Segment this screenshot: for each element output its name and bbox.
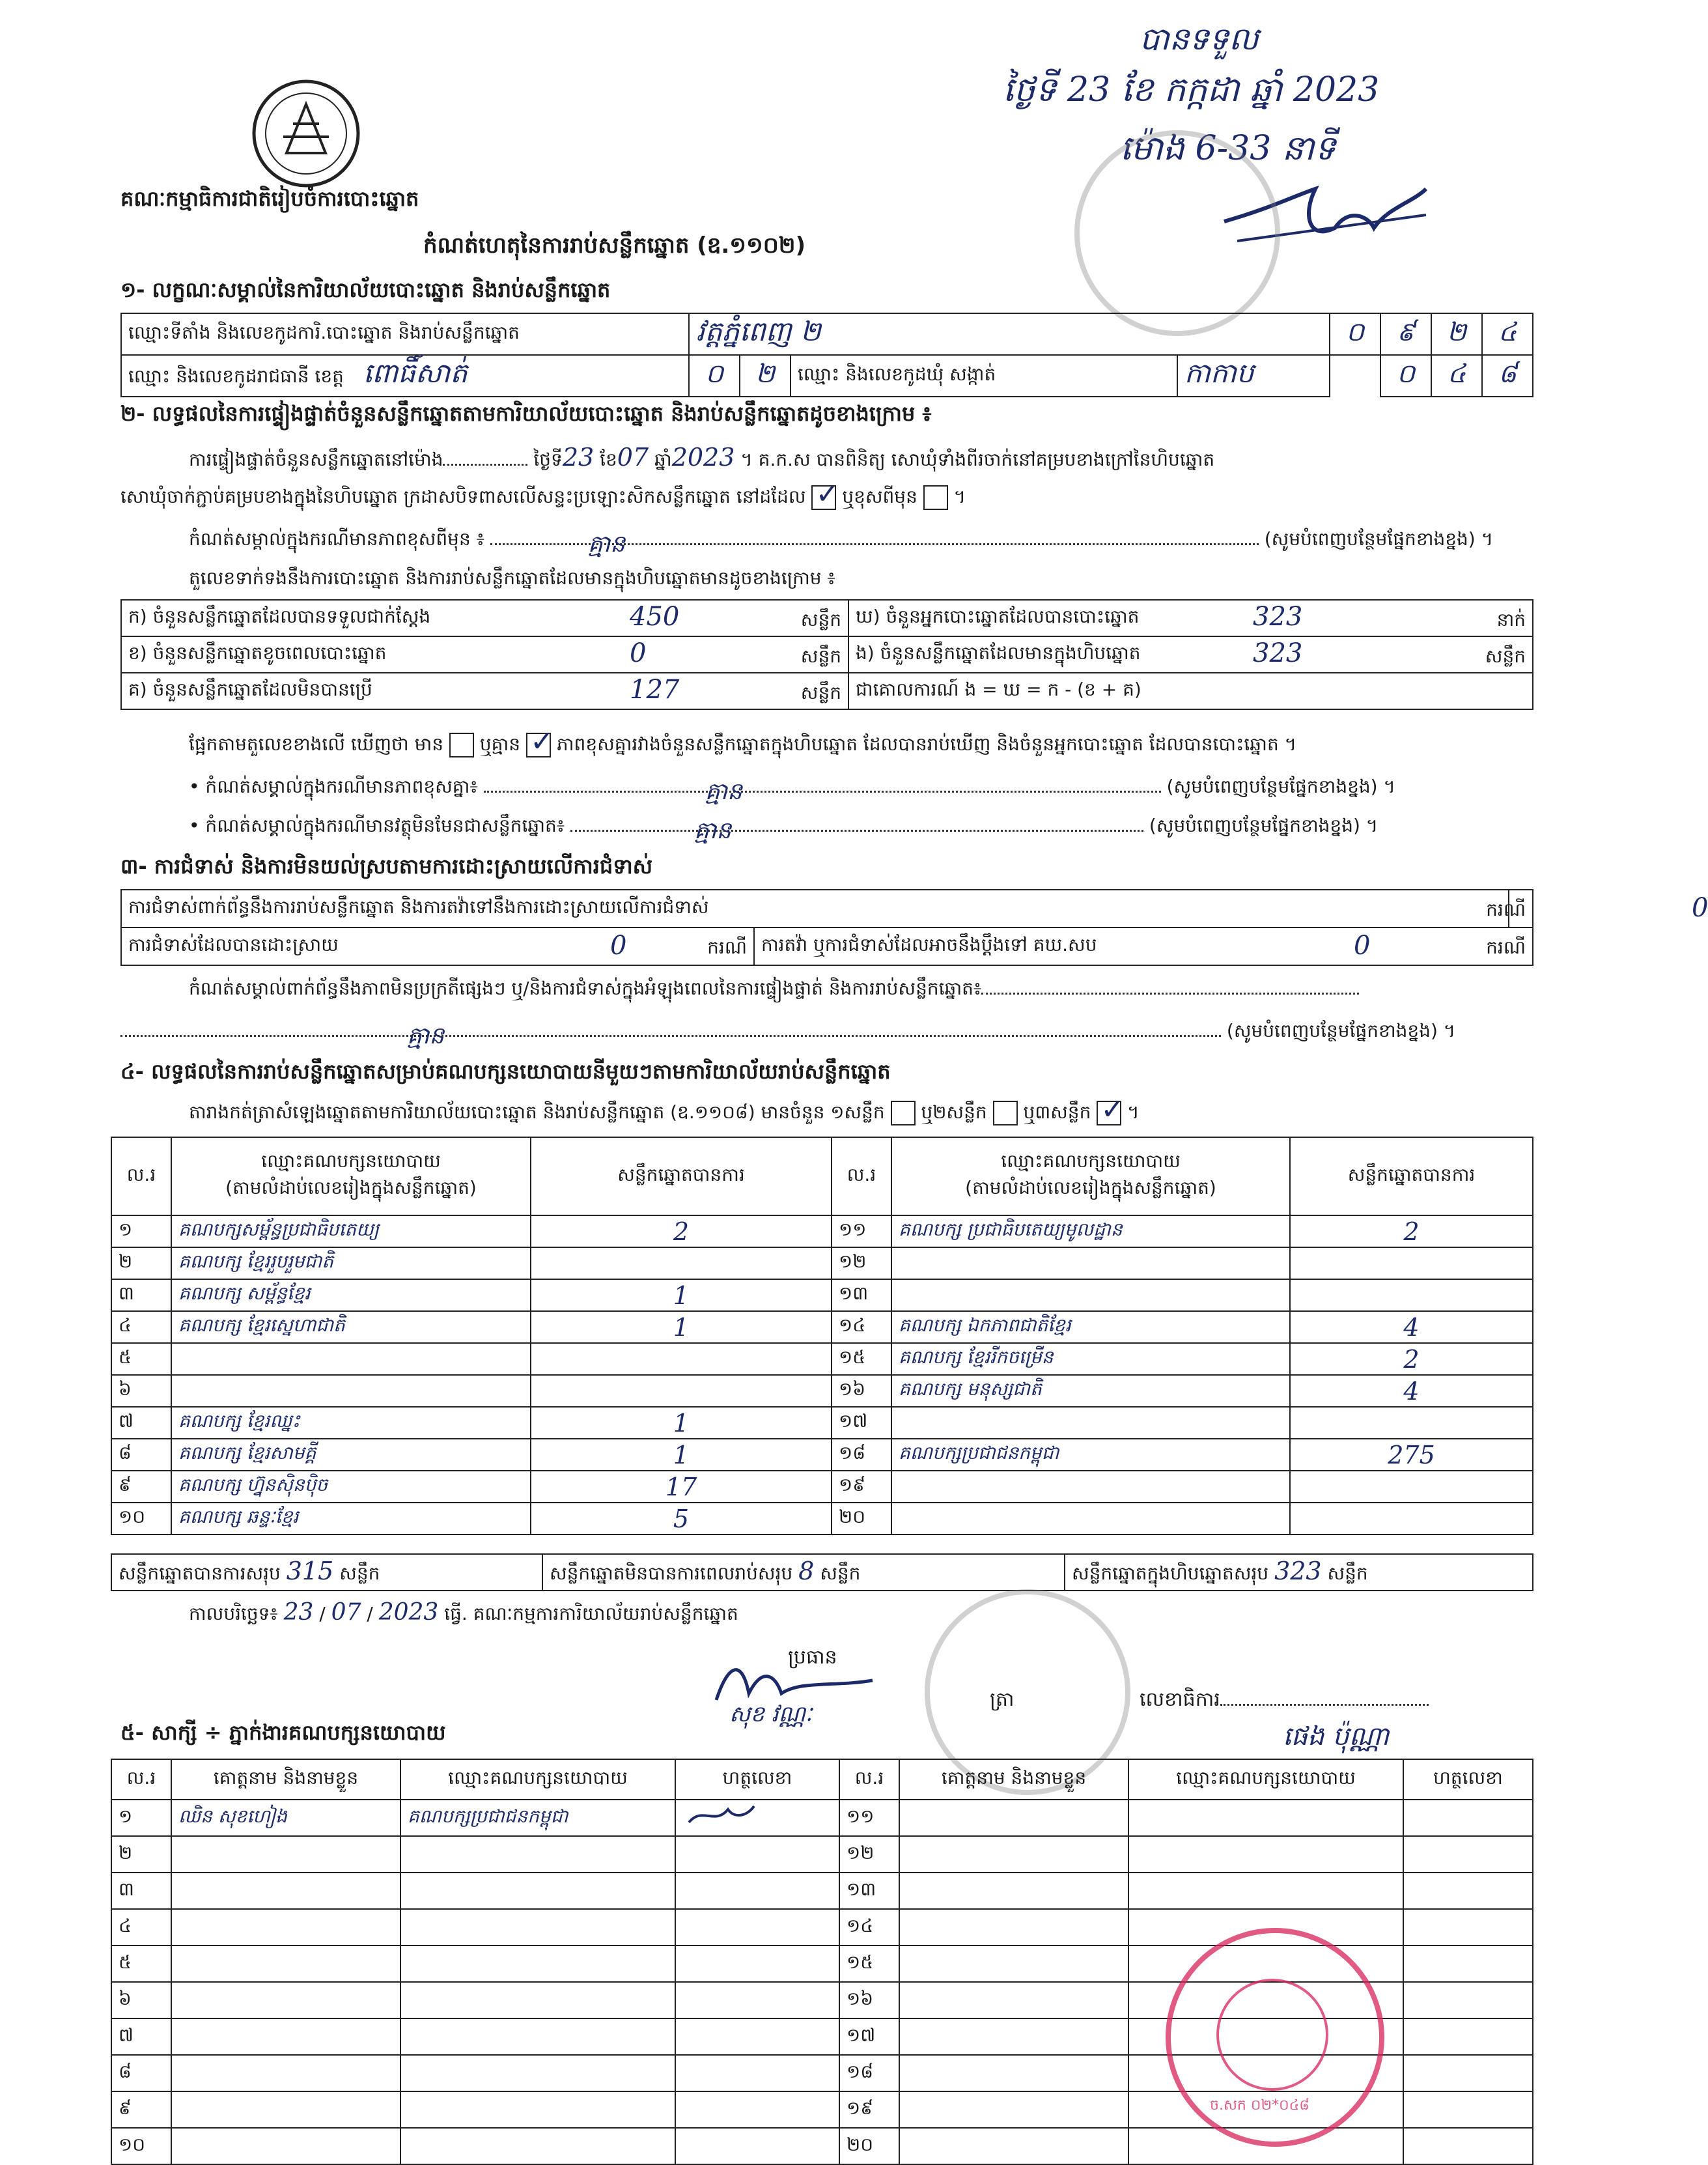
one-sheet-checkbox[interactable] (891, 1101, 916, 1125)
document-title: កំណត់ហេតុនៃការរាប់សន្លឹកឆ្នោត (ឧ.១១០២) (423, 233, 806, 259)
verify-line-2: សោឃុំចាក់ភ្ជាប់គម្របខាងក្នុងនៃហិបឆ្នោត ក្រដាសបិទពាសលើសន្ទះប្រឡោះសិកសន្លឹកឆ្នោត នៅដដែល ✓ ឬខុសពីមុន ។ (120, 477, 966, 511)
verify-time-label: ការផ្ទៀងផ្ទាត់ចំនួនសន្លឹកឆ្នោតនៅម៉ោង (189, 449, 443, 470)
difference-none-checkbox[interactable]: ✓ (526, 733, 551, 757)
party-votes (1290, 1471, 1533, 1503)
party-votes (1290, 1407, 1533, 1439)
party-name: គណបក្ស ខ្មែរសាមគ្គី (171, 1439, 531, 1471)
total-invalid-value: 8 (798, 1556, 815, 1585)
col-votes-right: សន្លឹកឆ្នោតបានការ (1290, 1137, 1533, 1215)
party-name: គណបក្សប្រជាជនកម្ពុជា (891, 1439, 1290, 1471)
ka-unit: សន្លឹក (800, 609, 841, 630)
resolved-label: ការជំទាស់ដែលបានដោះស្រាយ (128, 933, 339, 955)
party-name: គណបក្ស សម្ព័ន្ធខ្មែរ (171, 1279, 531, 1311)
table-row (111, 1836, 1533, 1873)
party-votes: 5 (531, 1503, 832, 1535)
party-votes: 4 (1290, 1311, 1533, 1343)
total-box-label: សន្លឹកឆ្នោតក្នុងហិបឆ្នោតសរុប (1072, 1562, 1269, 1584)
three-sheet-checkbox[interactable]: ✓ (1097, 1101, 1121, 1125)
party-name (891, 1471, 1290, 1503)
party-votes (531, 1375, 832, 1407)
commune-value: កាកាប (1177, 355, 1330, 397)
received-date: ថ្ងៃទី 23 ខែ កក្កដា ឆ្នាំ 2023 (1003, 70, 1380, 109)
row-no: ២ (111, 1247, 171, 1279)
received-title: បានទទួល (1140, 21, 1259, 57)
figures-table (120, 599, 1533, 710)
party-name (891, 1247, 1290, 1279)
party-name (171, 1375, 531, 1407)
objection-value: 0 (1692, 893, 1708, 923)
row-no: ៩ (111, 2091, 171, 2128)
party-name (891, 1279, 1290, 1311)
witness-col-sign-left: ហត្ថលេខា (675, 1759, 839, 1800)
location-code-1: ០ (1330, 313, 1380, 355)
row-no: ៦ (111, 1375, 171, 1407)
kha-unit: សន្លឹក (800, 645, 841, 667)
ngo-unit: សន្លឹក (1485, 645, 1526, 667)
col-party-left-2: (តាមលំដាប់លេខរៀងក្នុងសន្លឹកឆ្នោត) (225, 1177, 477, 1198)
difference-has-label: ផ្អែកតាមតួលេខខាងលើ ឃើញថា មាន (189, 733, 444, 755)
ka-value: 450 (630, 602, 680, 632)
col-no-left: ល.រ (111, 1137, 171, 1215)
same-checkbox[interactable]: ✓ (811, 485, 836, 510)
party-votes: 1 (531, 1311, 832, 1343)
committee-label: ធ្វើ. គណៈកម្មការការិយាល័យរាប់សន្លឹកឆ្នោត (444, 1603, 738, 1624)
fill-note-1: (សូមបំពេញបន្ថែមផ្នែកខាងខ្នង) ។ (1264, 528, 1494, 550)
row-no: ១៦ (839, 1982, 899, 2018)
section4-title: ៤- លទ្ធផលនៃការរាប់សន្លឹកឆ្នោតសម្រាប់គណបក្សនយោបាយនីមួយៗតាមការិយាល័យរាប់សន្លឹកឆ្នោត (120, 1059, 891, 1084)
party-results-table (111, 1137, 1533, 1535)
row-no: ១៨ (832, 1439, 891, 1471)
witness-party: គណបក្សប្រជាជនកម្ពុជា (400, 1800, 675, 1836)
objections-table (120, 889, 1708, 966)
party-name: គណបក្ស ខ្មែរស្នេហាជាតិ (171, 1311, 531, 1343)
verify-line-1 (189, 443, 1214, 475)
fill-note-2: (សូមបំពេញបន្ថែមផ្នែកខាងខ្នង) ។ (1166, 776, 1395, 797)
total-box-value: 323 (1274, 1556, 1322, 1585)
total-valid-label: សន្លឹកឆ្នោតបានការសរុប (119, 1562, 281, 1584)
col-no-right: ល.រ (832, 1137, 891, 1215)
row-no: ១១ (839, 1800, 899, 1836)
date-year: 2023 (378, 1599, 439, 1626)
row-no: ៤ (111, 1909, 171, 1946)
total-invalid-unit: សន្លឹក (820, 1562, 861, 1584)
section5-title: ៥- សាក្សី ÷ ភ្នាក់ងារគណបក្សនយោបាយ (120, 1720, 446, 1745)
date-label: កាលបរិច្ឆេទ៖ (189, 1603, 278, 1624)
witness-col-name-right: គោត្តនាម និងនាមខ្លួន (899, 1759, 1128, 1800)
red-stamp (1166, 1928, 1384, 2147)
row-no: ៥ (111, 1946, 171, 1982)
changed-label: ឬខុសពីមុន (842, 486, 917, 507)
two-sheet-checkbox[interactable] (993, 1101, 1018, 1125)
row-no: ៩ (111, 1471, 171, 1503)
three-sheet-label: ឬ៣សន្លឹក (1023, 1101, 1091, 1123)
party-votes: 1 (531, 1407, 832, 1439)
verify-day-label: ថ្ងៃទី (533, 449, 563, 470)
note-b-value: គ្មាន (693, 817, 732, 844)
witness-col-name-left: គោត្តនាម និងនាមខ្លួន (171, 1759, 400, 1800)
party-votes: 275 (1290, 1439, 1533, 1471)
table-row (111, 1503, 1533, 1535)
changed-checkbox[interactable] (923, 485, 948, 510)
note-b-label: • កំណត់សម្គាល់ក្នុងករណីមានវត្ថុមិនមែនជាសន្លឹកឆ្នោត៖ (189, 815, 565, 836)
kha-value: 0 (630, 638, 647, 668)
province-label: ឈ្មោះ និងលេខកូដរាជធានី ខេត្ត (128, 365, 344, 387)
total-valid-unit: សន្លឹក (339, 1562, 380, 1584)
witness-signature (675, 1800, 839, 1836)
two-sheet-label: ឬ២សន្លឹក (921, 1101, 987, 1123)
row-no: ១៥ (839, 1946, 899, 1982)
irregularity-value: គ្មាន (407, 1023, 445, 1049)
location-code-3: ២ (1431, 313, 1482, 355)
row-no: ១២ (832, 1247, 891, 1279)
formula: ជាគោលការណ៍ ង = ឃ = ក - (ខ + គ) (848, 673, 1533, 709)
party-name: គណបក្ស ខ្មែររីកចម្រើន (891, 1343, 1290, 1375)
chair-label: ប្រធាន (788, 1646, 837, 1669)
party-votes: 4 (1290, 1375, 1533, 1407)
irregularity-line-2 (120, 1019, 1456, 1049)
commune-code-1: ០ (1380, 355, 1431, 397)
row-no: ១៦ (832, 1375, 891, 1407)
total-valid-value: 315 (286, 1556, 334, 1585)
kho-label: ឃ) ចំនួនអ្នកបោះឆ្នោតដែលបានបោះឆ្នោត (856, 605, 1140, 627)
irregularity-label: កំណត់សម្គាល់ពាក់ព័ន្ធនឹងភាពមិនប្រក្រតីផ្សេងៗ ឬ/និងការជំទាស់ក្នុងអំឡុងពេលនៃការផ្ទៀងផ្ទាត់ និងការរាប់សន្លឹកឆ្នោត៖ (189, 978, 982, 999)
diff-note-label: កំណត់សម្គាល់ក្នុងករណីមានភាពខុសពីមុន ៖ (189, 528, 484, 550)
chair-name: សុខ វណ្ណៈ (729, 1701, 813, 1727)
date-line: កាលបរិច្ឆេទ៖ 23 / 07 / 2023 ធ្វើ. គណៈកម្មការការិយាល័យរាប់សន្លឹកឆ្នោត (189, 1599, 738, 1626)
row-no: ២០ (839, 2128, 899, 2164)
table-row (111, 1375, 1533, 1407)
row-no: ១ (111, 1800, 171, 1836)
location-value: វត្តភ្នំពេញ ២ (689, 313, 1330, 355)
verify-year: 2023 (671, 443, 735, 472)
resolved-value: 0 (610, 931, 627, 961)
party-votes: 1 (531, 1439, 832, 1471)
row-no: ១១ (832, 1215, 891, 1247)
row-no: ១ (111, 1215, 171, 1247)
row-no: ១៤ (832, 1311, 891, 1343)
resolved-unit: ករណី (707, 937, 747, 958)
province-value: ពោធិ៍សាត់ (363, 357, 468, 389)
kho-unit: នាក់ (1496, 609, 1526, 630)
seal-label: ត្រា (990, 1688, 1015, 1711)
col-party-right-2: (តាមលំដាប់លេខរៀងក្នុងសន្លឹកឆ្នោត) (965, 1177, 1216, 1198)
ko-value: 127 (630, 675, 680, 705)
row-no: ៨ (111, 1439, 171, 1471)
table-row (111, 1471, 1533, 1503)
party-votes: 2 (531, 1215, 832, 1247)
verify-year-label: ឆ្នាំ (654, 449, 672, 470)
section1-title: ១- លក្ខណៈសម្គាល់នៃការិយាល័យបោះឆ្នោត និងរាប់សន្លឹកឆ្នោត (120, 277, 611, 302)
row-no: ៧ (111, 2018, 171, 2055)
secretary-line (1140, 1687, 1429, 1716)
party-votes: 17 (531, 1471, 832, 1503)
witness-col-party-left: ឈ្មោះគណបក្សនយោបាយ (400, 1759, 675, 1800)
col-party-right-1: ឈ្មោះគណបក្សនយោបាយ (1001, 1150, 1181, 1172)
witness-col-no-left: ល.រ (111, 1759, 171, 1800)
ngo-value: 323 (1253, 638, 1303, 668)
witness-col-sign-right: ហត្ថលេខា (1403, 1759, 1533, 1800)
row-no: ២ (111, 1836, 171, 1873)
party-name: គណបក្ស ឯកភាពជាតិខ្មែរ (891, 1311, 1290, 1343)
chair-signature (703, 1654, 886, 1713)
verify-month-label: ខែ (600, 449, 617, 470)
irregularity-line (189, 977, 1359, 1004)
section3-title: ៣- ការជំទាស់ និងការមិនយល់ស្របតាមការដោះស្រាយលើការជំទាស់ (120, 854, 653, 879)
party-name: គណបក្ស មនុស្សជាតិ (891, 1375, 1290, 1407)
row-no: ១៤ (839, 1909, 899, 1946)
diff-note-value: គ្មាន (587, 531, 625, 558)
row-no: ២០ (832, 1503, 891, 1535)
received-time: ម៉ោង 6-33 នាទី (1120, 129, 1336, 168)
witness-col-party-right: ឈ្មោះគណបក្សនយោបាយ (1128, 1759, 1403, 1800)
total-invalid-label: សន្លឹកឆ្នោតមិនបានការពេលរាប់សរុប (550, 1562, 793, 1584)
diff-note-line (189, 528, 1537, 558)
figures-intro: តួលេខទាក់ទងនឹងការបោះឆ្នោត និងការរាប់សន្លឹកឆ្នោតដែលមានក្នុងហិបឆ្នោតមានដូចខាងក្រោម ៖ (189, 567, 835, 589)
row-no: ១៨ (839, 2055, 899, 2091)
table-row (111, 1215, 1533, 1247)
location-code-4: ៤ (1482, 313, 1533, 355)
difference-none-label: ឬគ្មាន (479, 733, 521, 755)
difference-line (189, 725, 1297, 759)
province-code-2: ២ (740, 355, 791, 397)
table-row (111, 1439, 1533, 1471)
ngo-label: ង) ចំនួនសន្លឹកឆ្នោតដែលមានក្នុងហិបឆ្នោត (856, 642, 1141, 664)
date-day: 23 (283, 1599, 314, 1626)
party-name (891, 1503, 1290, 1535)
row-no: ១០ (111, 2128, 171, 2164)
ka-label: ក) ចំនួនសន្លឹកឆ្នោតដែលបានទទួលជាក់ស្តែង (128, 605, 431, 627)
table-row (111, 1343, 1533, 1375)
table-row (111, 1247, 1533, 1279)
row-no: ៣ (111, 1873, 171, 1909)
party-name: គណបក្សសម្ព័ន្ធប្រជាធិបតេយ្យ (171, 1215, 531, 1247)
row-no: ១៥ (832, 1343, 891, 1375)
section1-table (120, 313, 1533, 397)
row-no: ៤ (111, 1311, 171, 1343)
commune-code-3: ៨ (1482, 355, 1533, 397)
difference-yes-checkbox[interactable] (449, 733, 474, 757)
verify-seal-text: សោឃុំចាក់ភ្ជាប់គម្របខាងក្នុងនៃហិបឆ្នោត ក្រដាសបិទពាសលើសន្ទះប្រឡោះសិកសន្លឹកឆ្នោត នៅដដែល (120, 486, 806, 507)
party-name (891, 1407, 1290, 1439)
secretary-name: ផេង ប៉ុណ្ណា (1283, 1721, 1390, 1751)
note-a-label: • កំណត់សម្គាល់ក្នុងករណីមានភាពខុសគ្នា៖ (189, 776, 478, 797)
org-name: គណៈកម្មាធិការជាតិរៀបចំការបោះឆ្នោត (120, 186, 419, 211)
party-name: គណបក្ស ខ្មែររួបរួមជាតិ (171, 1247, 531, 1279)
party-votes: 2 (1290, 1215, 1533, 1247)
section2-title: ២- លទ្ធផលនៃការផ្ទៀងផ្ទាត់ចំនួនសន្លឹកឆ្នោតតាមការិយាល័យបោះឆ្នោត និងរាប់សន្លឹកឆ្នោតដូចខាងក្រោម ៖ (120, 401, 932, 426)
note-a-line (189, 775, 1395, 805)
tally-sheets-line: តារាងកត់ត្រាសំឡេងឆ្នោតតាមការិយាល័យបោះឆ្នោត និងរាប់សន្លឹកឆ្នោត (ឧ.១១០៨) មានចំនួន ១សន្លឹក ឬ២សន្លឹក ឬ៣សន្លឹក ✓ ។ (189, 1093, 1140, 1126)
row-no: ១៣ (832, 1279, 891, 1311)
secretary-label: លេខាធិការ (1140, 1688, 1220, 1711)
party-name (171, 1343, 531, 1375)
party-votes (1290, 1279, 1533, 1311)
location-label: ឈ្មោះទីតាំង និងលេខកូដការិ.បោះឆ្នោត និងរាប់សន្លឹកឆ្នោត (121, 313, 689, 355)
table-row (111, 1407, 1533, 1439)
table-row (111, 1800, 1533, 1836)
col-votes-left: សន្លឹកឆ្នោតបានការ (531, 1137, 832, 1215)
totals-table (111, 1553, 1533, 1591)
fill-note-3: (សូមបំពេញបន្ថែមផ្នែកខាងខ្នង) ។ (1149, 815, 1379, 836)
party-votes (1290, 1247, 1533, 1279)
date-month: 07 (331, 1599, 361, 1626)
row-no: ១៩ (832, 1471, 891, 1503)
party-name: គណបក្ស ប្រជាធិបតេយ្យមូលដ្ឋាន (891, 1215, 1290, 1247)
emblem-logo (247, 75, 365, 192)
party-name: គណបក្ស ហ្វ៊ុនស៊ិនប៉ិច (171, 1471, 531, 1503)
note-b-line (189, 814, 1379, 844)
row-no: ១៧ (832, 1407, 891, 1439)
ko-unit: សន្លឹក (800, 682, 841, 703)
witness-name: ឈិន សុខហៀង (171, 1800, 400, 1836)
objection-unit: ករណី (1486, 899, 1526, 920)
total-box-unit: សន្លឹក (1327, 1562, 1368, 1584)
row-no: ១៣ (839, 1873, 899, 1909)
kho-value: 323 (1253, 602, 1303, 632)
gray-stamp-top (1074, 130, 1280, 336)
verify-day: 23 (562, 443, 595, 472)
appeal-value: 0 (1354, 931, 1371, 961)
verify-month: 07 (617, 443, 649, 472)
party-name: គណបក្ស ខ្មែរឈ្នះ (171, 1407, 531, 1439)
commune-code-2: ៤ (1431, 355, 1482, 397)
party-votes: 1 (531, 1279, 832, 1311)
row-no: ៦ (111, 1982, 171, 2018)
row-no: ១២ (839, 1836, 899, 1873)
red-stamp-text: ច.សក ០២*០៤៨ (1210, 2097, 1309, 2114)
fill-note-4: (សូមបំពេញបន្ថែមផ្នែកខាងខ្នង) ។ (1226, 1020, 1456, 1041)
province-code-1: ០ (689, 355, 740, 397)
col-party-right (891, 1137, 1290, 1215)
row-no: ១៩ (839, 2091, 899, 2128)
col-party-left (171, 1137, 531, 1215)
party-votes: 2 (1290, 1343, 1533, 1375)
row-no: ៨ (111, 2055, 171, 2091)
row-no: ១៧ (839, 2018, 899, 2055)
row-no: ៣ (111, 1279, 171, 1311)
row-no: ៥ (111, 1343, 171, 1375)
row-no: ៧ (111, 1407, 171, 1439)
ko-label: គ) ចំនួនសន្លឹកឆ្នោតដែលមិនបានប្រើ (128, 678, 372, 700)
kha-label: ខ) ចំនួនសន្លឹកឆ្នោតខូចពេលបោះឆ្នោត (128, 642, 387, 664)
table-row (111, 1279, 1533, 1311)
row-no: ១០ (111, 1503, 171, 1535)
table-row (111, 1311, 1533, 1343)
verify-locks-text: ។ គ.ក.ស បានពិនិត្យ សោឃុំទាំងពីរចាក់នៅគម្របខាងក្រៅនៃហិបឆ្នោត (740, 449, 1215, 470)
note-a-value: គ្មាន (705, 778, 742, 805)
witness-col-no-right: ល.រ (839, 1759, 899, 1800)
objection-label: ការជំទាស់ពាក់ព័ន្ធនឹងការរាប់សន្លឹកឆ្នោត និងការតវ៉ាទៅនឹងការដោះស្រាយលើការជំទាស់ (121, 890, 1509, 927)
tally-intro: តារាងកត់ត្រាសំឡេងឆ្នោតតាមការិយាល័យបោះឆ្នោត និងរាប់សន្លឹកឆ្នោត (ឧ.១១០៨) មានចំនួន ១សន្លឹក (189, 1101, 885, 1123)
party-votes (531, 1343, 832, 1375)
party-votes (1290, 1503, 1533, 1535)
party-votes (531, 1247, 832, 1279)
commune-label: ឈ្មោះ និងលេខកូដឃុំ សង្កាត់ (791, 355, 1177, 397)
appeal-unit: ករណី (1486, 937, 1526, 958)
party-name: គណបក្ស ឆន្ទៈខ្មែរ (171, 1503, 531, 1535)
table-row (111, 1873, 1533, 1909)
difference-tail: ភាពខុសគ្នារវាងចំនួនសន្លឹកឆ្នោតក្នុងហិបឆ្នោត ដែលបានរាប់ឃើញ និងចំនួនអ្នកបោះឆ្នោត ដែលបានបោះឆ្នោត ។ (556, 733, 1297, 755)
location-code-2: ៩ (1380, 313, 1431, 355)
appeal-label: ការតវ៉ា ឬការជំទាស់ដែលអាចនឹងប្ដឹងទៅ គឃ.សប (761, 933, 1097, 955)
col-party-left-1: ឈ្មោះគណបក្សនយោបាយ (261, 1150, 441, 1172)
